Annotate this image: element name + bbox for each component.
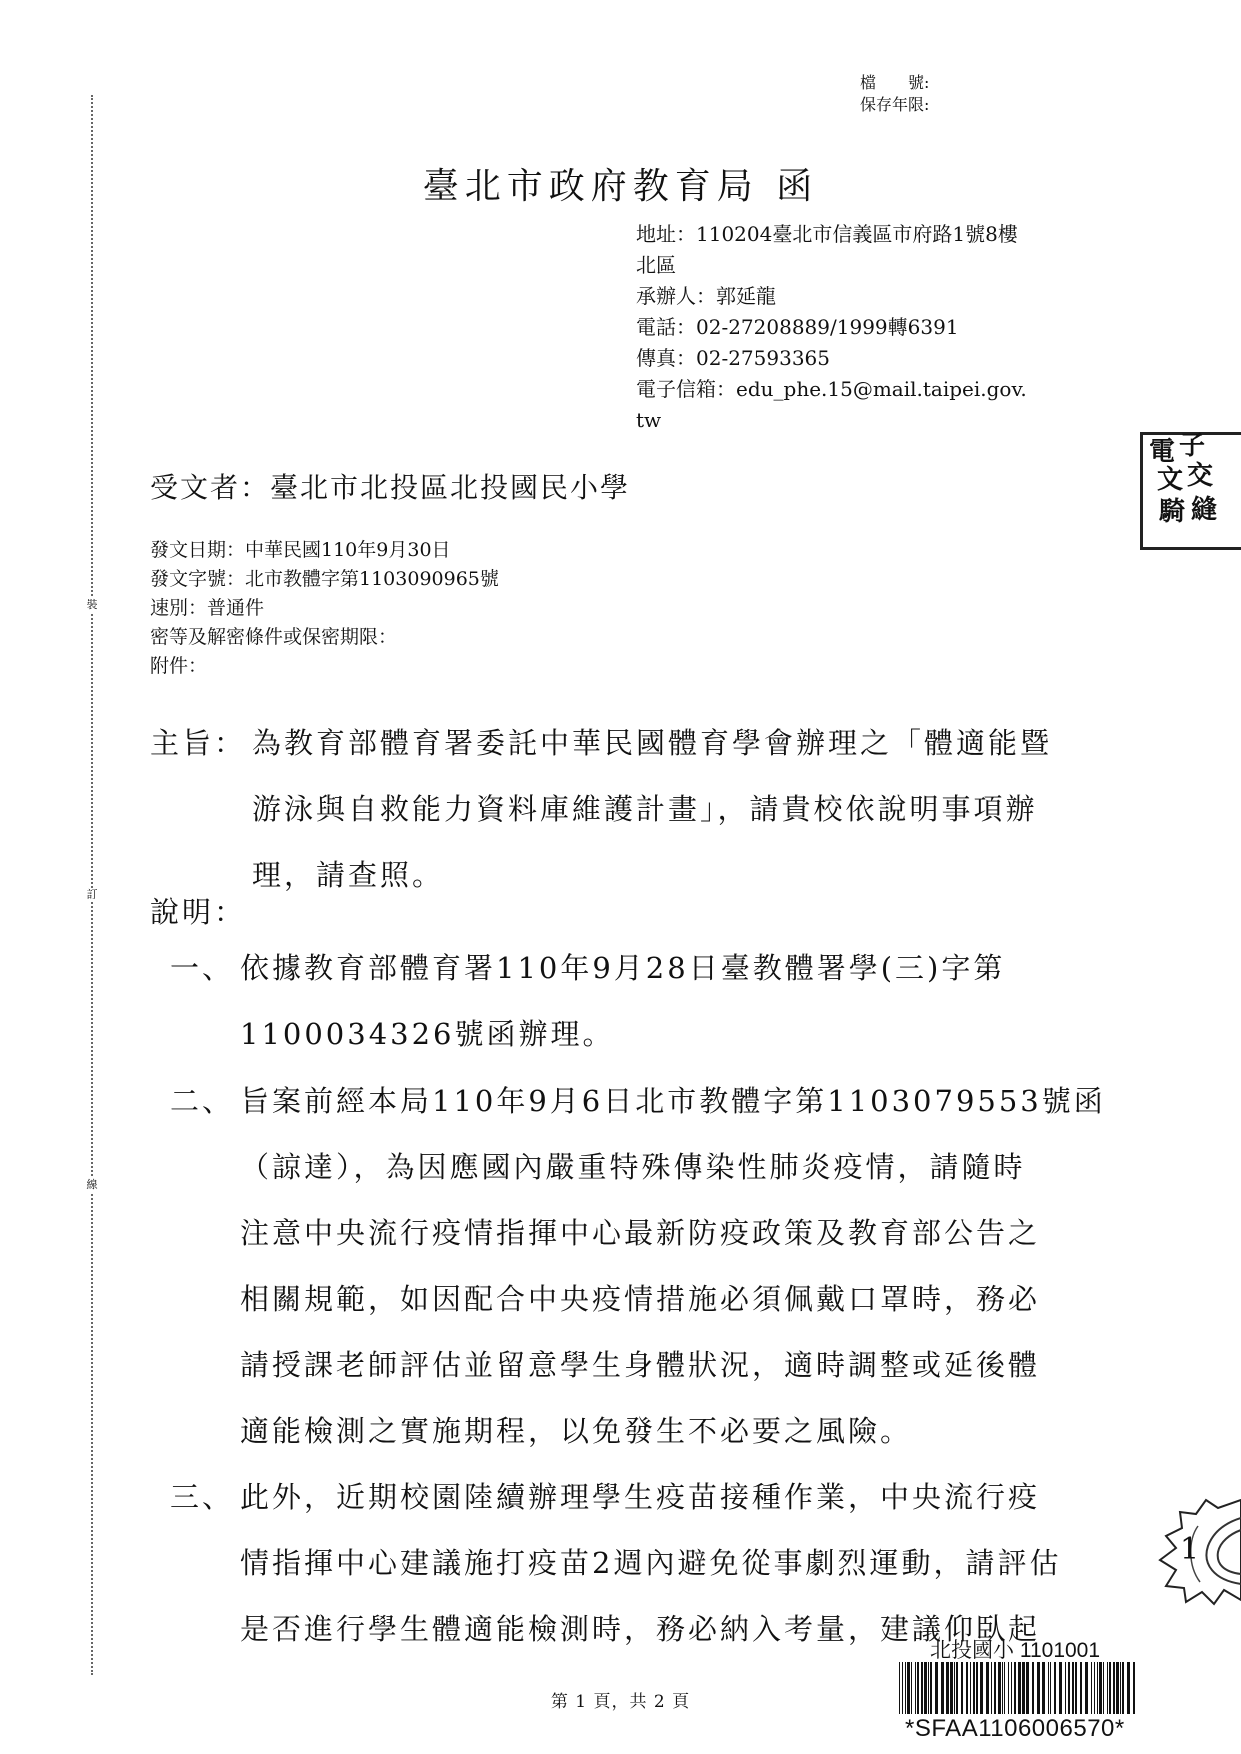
- electronic-seal-stamp: [1140, 432, 1241, 550]
- dispatch-meta: [150, 536, 499, 681]
- barcode-bar: [1103, 1662, 1104, 1714]
- item-line: 依據教育部體育署110年9月28日臺教體署學(三)字第: [240, 951, 1006, 985]
- barcode-bar: [994, 1662, 996, 1714]
- address-line-2: 北區: [636, 253, 676, 277]
- barcode-bar: [1080, 1662, 1082, 1714]
- barcode-bar: [1026, 1662, 1029, 1714]
- barcode-bar: [1107, 1662, 1108, 1714]
- file-number-label: 檔 號:: [860, 73, 930, 92]
- barcode-bar: [1022, 1662, 1025, 1714]
- barcode-bar: [905, 1662, 906, 1714]
- barcode-bar: [1002, 1662, 1003, 1714]
- page-seal-icon: [1158, 1496, 1241, 1606]
- barcode-bar: [921, 1662, 923, 1714]
- barcode-bar: [1113, 1662, 1115, 1714]
- barcode-bar: [980, 1662, 983, 1714]
- document-title: 臺北市政府教育局 函: [422, 166, 819, 207]
- barcode-bar: [1008, 1662, 1009, 1714]
- email-line-1: 電子信箱：edu_phe.15@mail.taipei.gov.: [636, 377, 1027, 401]
- phone: 電話：02-27208889/1999轉6391: [636, 315, 959, 339]
- barcode-bar: [956, 1662, 958, 1714]
- subject-label: 主旨：: [150, 726, 247, 760]
- barcode-bar: [1042, 1662, 1045, 1714]
- item-number: 一、: [170, 951, 235, 985]
- speed: 速別：普通件: [150, 597, 265, 619]
- barcode-bar: [924, 1662, 927, 1714]
- seal-char: 子: [1179, 431, 1206, 461]
- item-number: 三、: [170, 1480, 235, 1514]
- barcode-bar: [1068, 1662, 1070, 1714]
- barcode-bar: [950, 1662, 953, 1714]
- binding-mark-ding: 訂: [86, 888, 98, 901]
- barcode-bar: [930, 1662, 932, 1714]
- page-footer: 第 1 頁，共 2 頁: [550, 1692, 691, 1712]
- barcode-bar: [946, 1662, 949, 1714]
- barcode-bar: [899, 1662, 900, 1714]
- barcode-bar: [1032, 1662, 1034, 1714]
- barcode-bar: [911, 1662, 912, 1714]
- item-line: 注意中央流行疫情指揮中心最新防疫政策及教育部公告之: [240, 1216, 1041, 1250]
- barcode-bar: [966, 1662, 968, 1714]
- barcode-bar: [941, 1662, 944, 1714]
- item-line: 請授課老師評估並留意學生身體狀況，適時調整或延後體: [240, 1348, 1041, 1382]
- barcode-bar: [1120, 1662, 1121, 1714]
- address-line-1: 地址：110204臺北市信義區市府路1號8樓: [636, 222, 1018, 246]
- attachment: 附件：: [150, 655, 208, 677]
- barcode-bar: [1065, 1662, 1066, 1714]
- barcode-bar: [902, 1662, 903, 1714]
- barcode-bar: [1091, 1662, 1092, 1714]
- binding-mark-xian: 線: [86, 1178, 98, 1191]
- barcode-bar: [1004, 1662, 1005, 1714]
- seal-char: 縫: [1191, 495, 1218, 525]
- barcode-bar: [986, 1662, 989, 1714]
- barcode-bar: [915, 1662, 916, 1714]
- barcode-bar: [1018, 1662, 1021, 1714]
- barcode-bar: [935, 1662, 938, 1714]
- barcode-bar: [928, 1662, 929, 1714]
- subject-line: 游泳與自救能力資料庫維護計畫」，請貴校依說明事項辦: [252, 792, 1038, 826]
- binding-dotted-line: [91, 95, 93, 1675]
- barcode-school-label: 北投國小 1101001: [930, 1639, 1101, 1662]
- barcode-bar: [1109, 1662, 1111, 1714]
- item-line: 情指揮中心建議施打疫苗2週內避免從事劇烈運動，請評估: [240, 1546, 1062, 1580]
- barcode-bar: [991, 1662, 992, 1714]
- seal-char: 電: [1149, 437, 1176, 467]
- barcode-bar: [1075, 1662, 1077, 1714]
- barcode-bar: [1037, 1662, 1040, 1714]
- barcode-bar: [1122, 1662, 1124, 1714]
- fax: 傳真：02-27593365: [636, 346, 831, 370]
- barcode-bar: [970, 1662, 971, 1714]
- barcode-bar: [907, 1662, 910, 1714]
- barcode-text: *SFAA1106006570*: [905, 1715, 1125, 1742]
- barcode-bar: [1094, 1662, 1095, 1714]
- subject-line: 理，請查照。: [252, 858, 445, 892]
- subject-body: [252, 710, 1092, 908]
- barcode-bar: [961, 1662, 963, 1714]
- retention-label: 保存年限:: [860, 95, 930, 114]
- item-line: 相關規範，如因配合中央疫情措施必須佩戴口罩時，務必: [240, 1282, 1041, 1316]
- barcode-graphic: [899, 1662, 1137, 1714]
- barcode-bar: [1085, 1662, 1088, 1714]
- barcode-bar: [976, 1662, 978, 1714]
- handler: 承辦人：郭延龍: [636, 284, 776, 308]
- binding-mark-zhuang: 裝: [86, 598, 98, 611]
- item-line: 旨案前經本局110年9月6日北市教體字第1103079553號函: [240, 1084, 1106, 1118]
- contact-block: [636, 219, 1106, 436]
- barcode-bar: [917, 1662, 919, 1714]
- item-line: （諒達），為因應國內嚴重特殊傳染性肺炎疫情，請隨時: [240, 1150, 1026, 1184]
- item-line: 是否進行學生體適能檢測時，務必納入考量，建議仰臥起: [240, 1612, 1041, 1646]
- barcode-bar: [1048, 1662, 1049, 1714]
- item-line: 此外，近期校園陸續辦理學生疫苗接種作業，中央流行疫: [240, 1480, 1041, 1514]
- barcode-bar: [1072, 1662, 1074, 1714]
- barcode-bar: [1054, 1662, 1056, 1714]
- barcode-bar: [1014, 1662, 1016, 1714]
- seal-char: 交: [1187, 461, 1214, 491]
- barcode-bar: [1127, 1662, 1130, 1714]
- dispatch-number: 發文字號：北市教體字第1103090965號: [150, 568, 499, 590]
- barcode-bar: [1050, 1662, 1051, 1714]
- item-line: 適能檢測之實施期程，以免發生不必要之風險。: [240, 1414, 913, 1448]
- dispatch-date: 發文日期：中華民國110年9月30日: [150, 539, 451, 561]
- barcode-bar: [1097, 1662, 1098, 1714]
- explanation-label: 說明：: [150, 895, 247, 929]
- item-line: 1100034326號函辦理。: [240, 1017, 615, 1051]
- file-meta: [860, 72, 929, 116]
- item-number: 二、: [170, 1084, 235, 1118]
- barcode-bar: [1011, 1662, 1012, 1714]
- seal-char: 文: [1157, 465, 1184, 495]
- barcode-bar: [998, 1662, 1001, 1714]
- page-seal-number: 1: [1180, 1532, 1200, 1567]
- email-line-2: tw: [636, 408, 662, 432]
- subject-line: 為教育部體育署委託中華民國體育學會辦理之「體適能暨: [252, 726, 1053, 760]
- barcode-bar: [1059, 1662, 1062, 1714]
- barcode-bar: [1133, 1662, 1135, 1714]
- barcode-bar: [1099, 1662, 1102, 1714]
- barcode-bar: [1116, 1662, 1119, 1714]
- secrecy: 密等及解密條件或保密期限：: [150, 626, 398, 648]
- barcode-bar: [973, 1662, 975, 1714]
- recipient: 受文者：臺北市北投區北投國民小學: [150, 471, 631, 504]
- barcode-bar: [954, 1662, 955, 1714]
- seal-char: 騎: [1159, 497, 1186, 527]
